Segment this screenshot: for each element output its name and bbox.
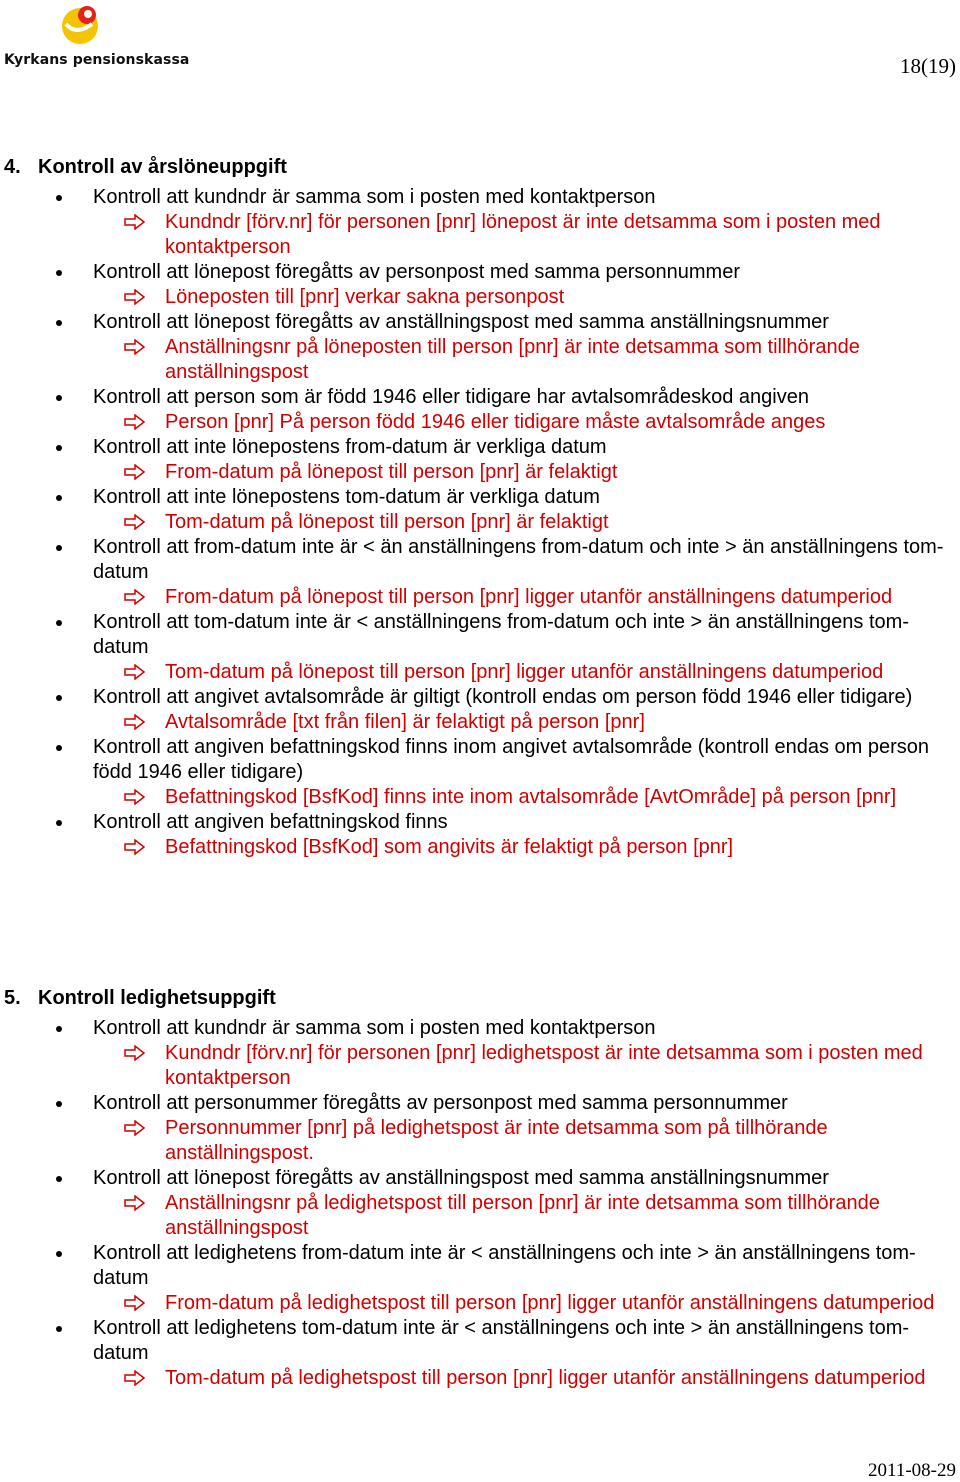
error-text: Person [pnr] På person född 1946 eller tidigare måste avtalsområde anges: [165, 411, 826, 433]
check-item: [0, 535, 960, 585]
check-item: [0, 260, 960, 285]
section-annual-salary-check: [0, 154, 960, 860]
outline-arrow-right-icon: [124, 514, 146, 530]
check-list: [0, 185, 960, 860]
outline-arrow-right-icon: [124, 1195, 146, 1211]
bullet-icon: [56, 445, 62, 451]
organization-name: Kyrkans pensionskassa: [4, 52, 190, 68]
outline-arrow-right-icon: [124, 589, 146, 605]
outline-arrow-right-icon: [124, 839, 146, 855]
outline-arrow-right-icon: [124, 1120, 146, 1136]
check-item: [0, 485, 960, 510]
error-message: [0, 335, 960, 385]
check-item: [0, 1241, 960, 1291]
outline-arrow-right-icon: [124, 714, 146, 730]
check-text: Kontroll att person som är född 1946 eller tidigare har avtalsområdeskod angiven: [93, 386, 809, 408]
error-text: Löneposten till [pnr] verkar sakna personpost: [165, 286, 565, 308]
outline-arrow-right-icon: [124, 1045, 146, 1061]
bullet-icon: [56, 545, 62, 551]
outline-arrow-right-icon: [124, 1370, 146, 1386]
check-text: Kontroll att angivet avtalsområde är giltigt (kontroll endas om person född 1946 eller tidigare): [93, 686, 913, 708]
error-text: From-datum på lönepost till person [pnr] är felaktigt: [165, 461, 618, 483]
error-message: [0, 785, 960, 810]
error-message: [0, 210, 960, 260]
section-heading: [0, 154, 960, 181]
check-item: [0, 1166, 960, 1191]
error-message: [0, 1041, 960, 1091]
bullet-icon: [56, 1101, 62, 1107]
bullet-icon: [56, 495, 62, 501]
error-message: [0, 585, 960, 610]
check-text: Kontroll att ledighetens from-datum inte är < anställningens och inte > än anställningens tom-datum: [93, 1242, 916, 1289]
outline-arrow-right-icon: [124, 414, 146, 430]
error-message: [0, 510, 960, 535]
error-message: [0, 835, 960, 860]
check-item: [0, 1316, 960, 1366]
outline-arrow-right-icon: [124, 464, 146, 480]
bullet-icon: [56, 745, 62, 751]
check-text: Kontroll att personummer föregåtts av personpost med samma personnummer: [93, 1092, 788, 1114]
error-text: Tom-datum på lönepost till person [pnr] är felaktigt: [165, 511, 609, 533]
bullet-icon: [56, 320, 62, 326]
document-date: 2011-08-29: [868, 1460, 956, 1481]
check-text: Kontroll att inte lönepostens from-datum är verkliga datum: [93, 436, 607, 458]
pension-fund-logo-icon: [52, 2, 104, 46]
bullet-icon: [56, 620, 62, 626]
check-item: [0, 1091, 960, 1116]
outline-arrow-right-icon: [124, 289, 146, 305]
section-title: Kontroll av årslöneuppgift: [38, 156, 287, 178]
check-text: Kontroll att angiven befattningskod finns: [93, 811, 448, 833]
check-item: [0, 610, 960, 660]
outline-arrow-right-icon: [124, 214, 146, 230]
bullet-icon: [56, 270, 62, 276]
outline-arrow-right-icon: [124, 789, 146, 805]
check-item: [0, 810, 960, 835]
check-item: [0, 185, 960, 210]
check-item: [0, 1016, 960, 1041]
error-message: [0, 1116, 960, 1166]
error-message: [0, 1291, 960, 1316]
check-text: Kontroll att lönepost föregåtts av anställningspost med samma anställningsnummer: [93, 1167, 829, 1189]
check-text: Kontroll att angiven befattningskod finns inom angivet avtalsområde (kontroll endas om person född 1946 eller tidigare): [93, 736, 930, 783]
section-number: 4.: [4, 156, 21, 178]
error-message: [0, 1191, 960, 1241]
error-message: [0, 410, 960, 435]
bullet-icon: [56, 1251, 62, 1257]
check-text: Kontroll att from-datum inte är < än anställningens from-datum och inte > än anställningens tom-datum: [93, 536, 944, 583]
check-item: [0, 435, 960, 460]
bullet-icon: [56, 695, 62, 701]
bullet-icon: [56, 1326, 62, 1332]
error-message: [0, 285, 960, 310]
error-text: Kundndr [förv.nr] för personen [pnr] lönepost är inte detsamma som i posten med kontaktperson: [165, 211, 881, 258]
bullet-icon: [56, 820, 62, 826]
bullet-icon: [56, 1176, 62, 1182]
check-text: Kontroll att lönepost föregåtts av personpost med samma personnummer: [93, 261, 740, 283]
error-message: [0, 710, 960, 735]
error-text: Kundndr [förv.nr] för personen [pnr] ledighetspost är inte detsamma som i posten med kontaktperson: [165, 1042, 923, 1089]
error-text: From-datum på ledighetspost till person [pnr] ligger utanför anställningens datumperiod: [165, 1292, 935, 1314]
error-text: Befattningskod [BsfKod] som angivits är felaktigt på person [pnr]: [165, 836, 734, 858]
check-text: Kontroll att ledighetens tom-datum inte är < anställningens och inte > än anställningens tom-datum: [93, 1317, 910, 1364]
check-item: [0, 385, 960, 410]
error-text: Anställningsnr på löneposten till person [pnr] är inte detsamma som tillhörande anställningspost: [165, 336, 860, 383]
error-text: Personnummer [pnr] på ledighetspost är inte detsamma som på tillhörande anställningspost.: [165, 1117, 828, 1164]
section-title: Kontroll ledighetsuppgift: [38, 987, 276, 1009]
outline-arrow-right-icon: [124, 1295, 146, 1311]
error-message: [0, 460, 960, 485]
page-number: 18(19): [900, 54, 956, 78]
outline-arrow-right-icon: [124, 664, 146, 680]
check-text: Kontroll att kundndr är samma som i posten med kontaktperson: [93, 186, 656, 208]
bullet-icon: [56, 195, 62, 201]
check-text: Kontroll att kundndr är samma som i posten med kontaktperson: [93, 1017, 656, 1039]
organization-logo: [0, 0, 190, 72]
check-item: [0, 735, 960, 785]
check-text: Kontroll att inte lönepostens tom-datum är verkliga datum: [93, 486, 600, 508]
bullet-icon: [56, 395, 62, 401]
check-list: [0, 1016, 960, 1391]
check-text: Kontroll att lönepost föregåtts av anställningspost med samma anställningsnummer: [93, 311, 829, 333]
error-text: Tom-datum på ledighetspost till person [pnr] ligger utanför anställningens datumperiod: [165, 1367, 926, 1389]
section-leave-check: [0, 985, 960, 1391]
error-text: Tom-datum på lönepost till person [pnr] ligger utanför anställningens datumperiod: [165, 661, 884, 683]
error-text: Anställningsnr på ledighetspost till person [pnr] är inte detsamma som tillhörande anställningspost: [165, 1192, 880, 1239]
check-item: [0, 685, 960, 710]
error-message: [0, 660, 960, 685]
error-text: Avtalsområde [txt från filen] är felaktigt på person [pnr]: [165, 711, 645, 733]
outline-arrow-right-icon: [124, 339, 146, 355]
error-message: [0, 1366, 960, 1391]
bullet-icon: [56, 1026, 62, 1032]
check-text: Kontroll att tom-datum inte är < anställningens from-datum och inte > än anställningens tom-datum: [93, 611, 909, 658]
error-text: From-datum på lönepost till person [pnr] ligger utanför anställningens datumperiod: [165, 586, 893, 608]
error-text: Befattningskod [BsfKod] finns inte inom avtalsområde [AvtOmråde] på person [pnr]: [165, 786, 897, 808]
check-item: [0, 310, 960, 335]
section-heading: [0, 985, 960, 1012]
section-number: 5.: [4, 987, 21, 1009]
